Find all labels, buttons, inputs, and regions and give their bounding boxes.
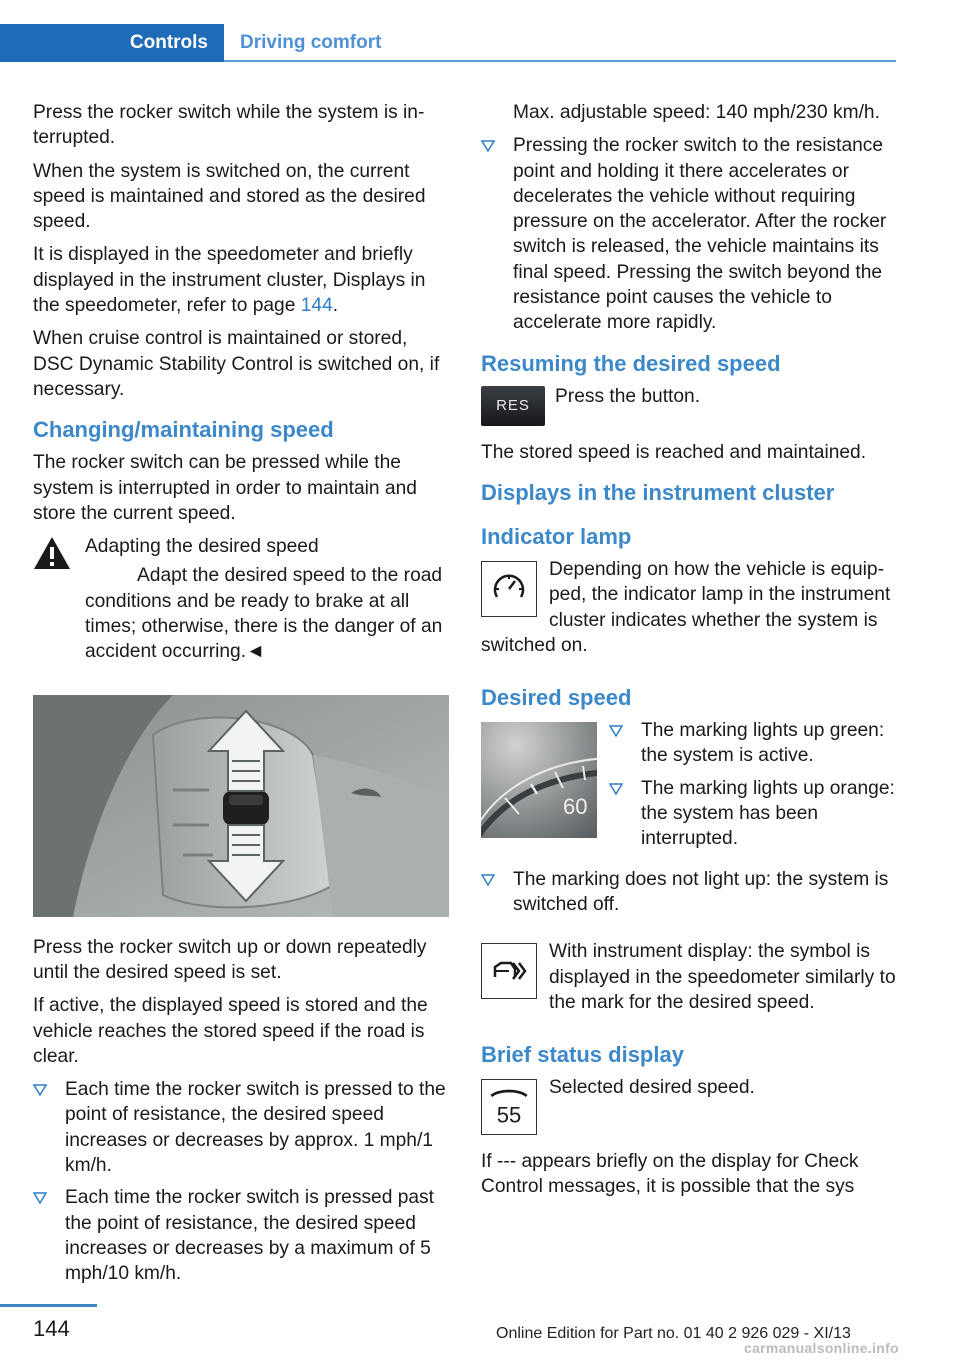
- triangle-bullet-icon: [481, 140, 495, 152]
- list-item-text: The marking lights up orange: the system has been interrupted.: [641, 777, 895, 850]
- steering-wheel-figure: [33, 695, 449, 917]
- list-item-text: The marking does not light up: the system is switched off.: [513, 868, 889, 915]
- brief-status-icon: [481, 1079, 537, 1135]
- watermark: carmanualsonline.info: [744, 1340, 899, 1356]
- page-reference-link[interactable]: 144: [300, 295, 333, 317]
- right-column: [481, 100, 897, 1208]
- tab-controls[interactable]: Controls: [0, 24, 224, 62]
- res-instruction: Press the button.: [555, 385, 701, 407]
- list-item-text: The marking lights up green: the system is active.: [641, 720, 885, 767]
- speed-step-list: [33, 1077, 449, 1286]
- accelerate-list: [481, 133, 897, 335]
- indicator-text: Depending on how the vehicle is equipped, the indicator lamp in the instrument cluster indicates whether the system is switched on.: [481, 558, 891, 656]
- tab-driving-comfort[interactable]: Driving comfort: [240, 32, 382, 53]
- list-item: [481, 867, 897, 918]
- heading-displays-cluster: Displays in the instrument cluster: [481, 479, 835, 505]
- list-item-text: Pressing the rocker switch to the resistance point and holding it there accelerates or decelerates the vehicle without requiring pressure on the accelerator. After the rocker switch is released, the vehicle maintains its final speed. Pressing the switch beyond the resistance point causes the vehicle to accelerate more rapidly.: [513, 135, 887, 334]
- header-divider: [224, 60, 896, 62]
- warning-text: [85, 563, 449, 664]
- list-item: [609, 718, 897, 769]
- page-header: [0, 0, 960, 62]
- brief-status-icon-number: 55: [496, 1102, 522, 1128]
- res-button[interactable]: RES: [481, 386, 545, 426]
- footer-divider: [0, 1304, 97, 1307]
- paragraph-rocker-interrupted: The rocker switch can be pressed while the system is interrupted in order to maintain and store the current speed.: [33, 452, 417, 524]
- paragraph-check-control: If --- appears briefly on the display for Check Control messages, it is possible that the sys: [481, 1151, 859, 1198]
- instrument-display-text: With instrument display: the symbol is displayed in the speedometer similarly to the mark for the desired speed.: [549, 941, 896, 1013]
- desired-speed-block: [481, 718, 897, 866]
- paragraph-system-on: When the system is switched on, the current speed is maintained and stored as the desired speed.: [33, 160, 426, 233]
- heading-indicator-lamp: Indicator lamp: [481, 523, 632, 549]
- paragraph-max-speed: Max. adjustable speed: 140 mph/230 km/h.: [513, 102, 880, 123]
- heading-desired-speed: Desired speed: [481, 685, 632, 711]
- gauge-number: 60: [563, 794, 588, 820]
- edition-text: Online Edition for Part no. 01 40 2 926 029 - XI/13: [496, 1325, 851, 1342]
- paragraph-displayed-end: .: [332, 295, 339, 317]
- left-column: [33, 100, 449, 1295]
- list-item: [33, 1185, 449, 1286]
- warning-text-first: Adapt the desired speed to the road conditions and be ready to brake at all times; otherwise, there is the danger of an accident occurring.◄: [85, 565, 443, 663]
- page-number: 144: [33, 1316, 70, 1341]
- res-block: [481, 384, 897, 426]
- heading-changing-speed: Changing/maintaining speed: [33, 417, 334, 443]
- brief-status-text: Selected desired speed.: [549, 1077, 755, 1099]
- paragraph-displayed-text: It is displayed in the speedometer and briefly displayed in the instrument cluster, Displays in the speedometer, refer to page: [33, 244, 426, 317]
- paragraph-displayed: [33, 242, 449, 318]
- list-item: [481, 133, 897, 335]
- list-item: [609, 776, 897, 852]
- heading-resuming-speed: Resuming the desired speed: [481, 350, 781, 376]
- paragraph-stored-speed: The stored speed is reached and maintained.: [481, 441, 867, 463]
- desired-speed-list: [609, 718, 897, 858]
- paragraph-dsc: When cruise control is maintained or stored, DSC Dynamic Stability Control is switched on, if necessary.: [33, 328, 440, 400]
- warning-title: Adapting the desired speed: [85, 536, 319, 558]
- list-item-text: Each time the rocker switch is pressed past the point of resistance, the desired speed increases or decreases by a maximum of 5 mph/10 km/h.: [65, 1187, 434, 1285]
- triangle-bullet-icon: [481, 874, 495, 886]
- paragraph-press-up-down: Press the rocker switch up or down repeatedly until the desired speed is set.: [33, 936, 427, 983]
- warning-icon: [33, 536, 71, 570]
- triangle-bullet-icon: [609, 725, 623, 737]
- desired-speed-symbol-icon: [481, 943, 537, 999]
- triangle-bullet-icon: [33, 1084, 47, 1096]
- brief-status-block: [481, 1075, 897, 1135]
- selected-speed-icon: [487, 1085, 531, 1129]
- desired-speed-off-list: [481, 867, 897, 918]
- indicator-block: [481, 557, 897, 658]
- speedometer-gauge-figure: [481, 722, 597, 838]
- paragraph-press-rocker: Press the rocker switch while the system is interrupted.: [33, 102, 425, 149]
- speedometer-icon: [489, 569, 529, 609]
- warning-block: [33, 534, 449, 664]
- paragraph-if-active: If active, the displayed speed is stored and the vehicle reaches the stored speed if the road is clear.: [33, 995, 428, 1067]
- triangle-bullet-icon: [609, 783, 623, 795]
- car-speed-icon: [489, 951, 529, 991]
- triangle-bullet-icon: [33, 1192, 47, 1204]
- end-marker: ◄: [246, 641, 266, 663]
- list-item: [33, 1077, 449, 1178]
- list-item-text: Each time the rocker switch is pressed to the point of resistance, the desired speed increases or decreases by approx. 1 mph/1 km/h.: [65, 1079, 446, 1177]
- cruise-indicator-icon: [481, 561, 537, 617]
- heading-brief-status: Brief status display: [481, 1042, 684, 1068]
- instrument-display-block: [481, 939, 897, 1015]
